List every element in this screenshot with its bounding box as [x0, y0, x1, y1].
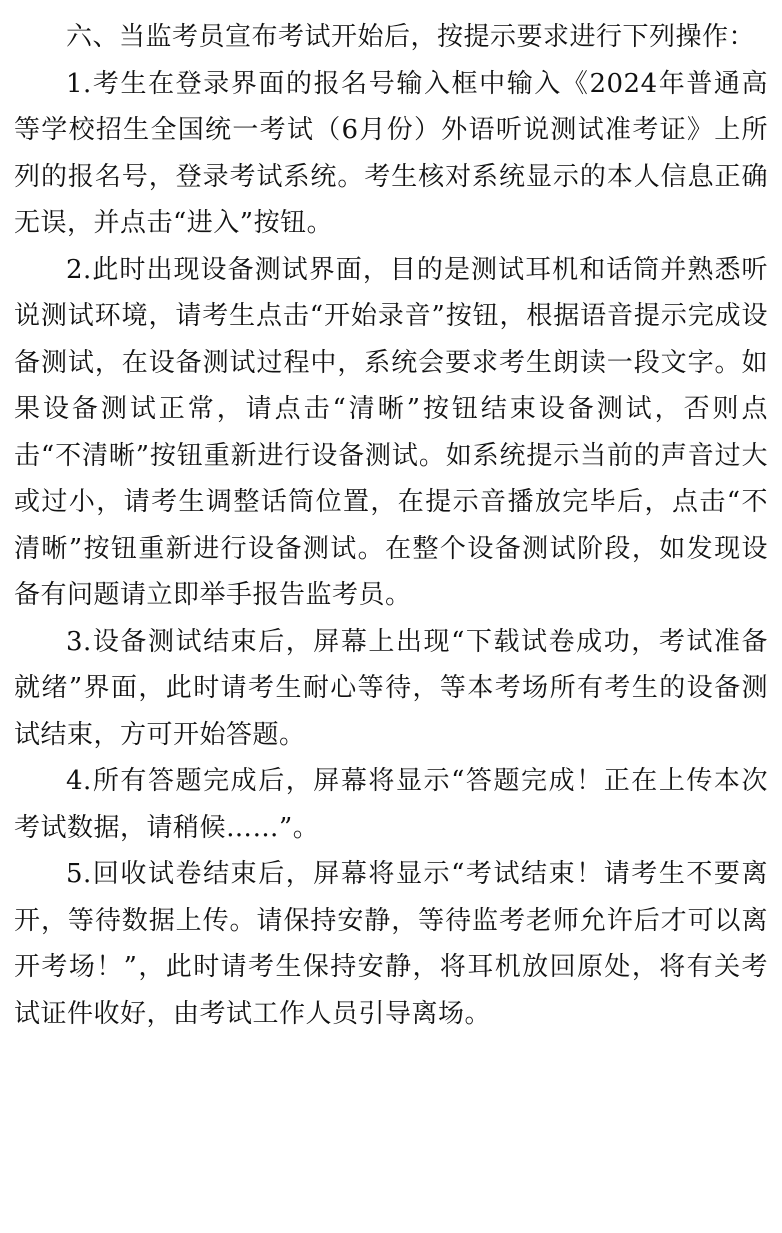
step-1-paragraph: 1.考生在登录界面的报名号输入框中输入《2024年普通高等学校招生全国统一考试（6月份）外语听说测试准考证》上所列的报名号，登录考试系统。考生核对系统显示的本人信息正确无误，并点击“进入”按钮。 — [14, 68, 768, 238]
step-5-paragraph: 5.回收试卷结束后，屏幕将显示“考试结束！请考生不要离开，等待数据上传。请保持安静，等待监考老师允许后才可以离开考场！”，此时请考生保持安静，将耳机放回原处，将有关考试证件收好，由考试工作人员引导离场。 — [14, 859, 768, 1029]
step-4-paragraph: 4.所有答题完成后，屏幕将显示“答题完成！正在上传本次考试数据，请稍候……”。 — [14, 766, 768, 843]
document-page — [14, 14, 768, 1037]
section-heading-paragraph: 六、当监考员宣布考试开始后，按提示要求进行下列操作： — [66, 22, 756, 52]
step-2-paragraph: 2.此时出现设备测试界面，目的是测试耳机和话筒并熟悉听说测试环境，请考生点击“开始录音”按钮，根据语音提示完成设备测试，在设备测试过程中，系统会要求考生朗读一段文字。如果设备测试正常，请点击“清晰”按钮结束设备测试，否则点击“不清晰”按钮重新进行设备测试。如系统提示当前的声音过大或过小，请考生调整话筒位置，在提示音播放完毕后，点击“不清晰”按钮重新进行设备测试。在整个设备测试阶段，如发现设备有问题请立即举手报告监考员。 — [14, 254, 768, 610]
step-3-paragraph: 3.设备测试结束后，屏幕上出现“下载试卷成功，考试准备就绪”界面，此时请考生耐心等待，等本考场所有考生的设备测试结束，方可开始答题。 — [14, 626, 768, 750]
